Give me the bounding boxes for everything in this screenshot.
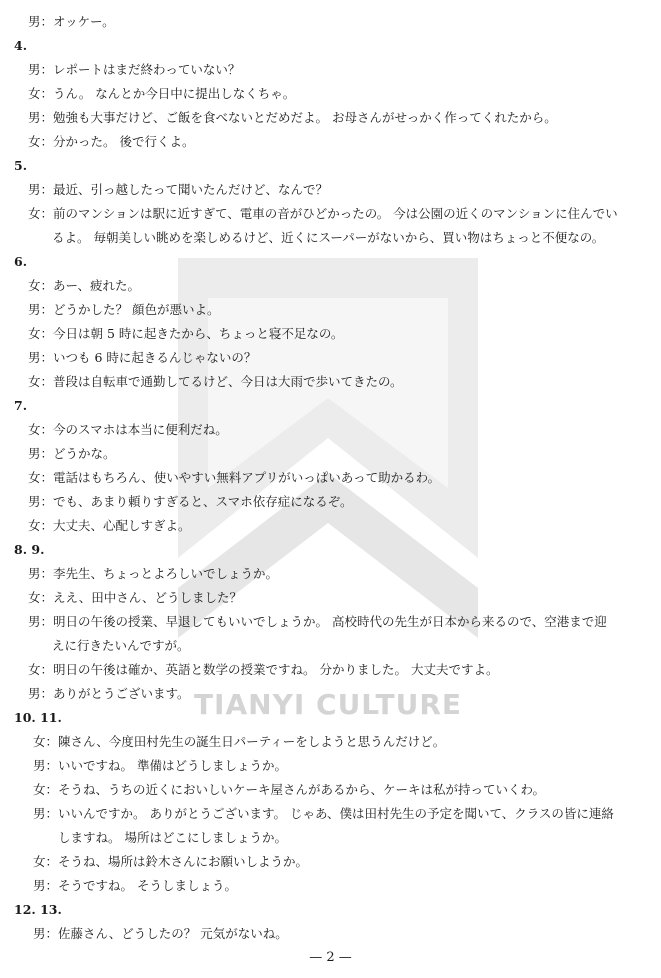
dialogue-line: 男：佐藤さん、どうしたの？ 元気がないね。	[33, 926, 288, 941]
section-number: 4.	[14, 38, 28, 53]
dialogue-line: 女：大丈夫、心配しすぎよ。	[28, 518, 191, 533]
dialogue-line: 女：今のスマホは本当に便利だね。	[28, 422, 228, 437]
dialogue-line: 男：でも、あまり頼りすぎると、スマホ依存症になるぞ。	[28, 494, 353, 509]
dialogue-line: 女：電話はもちろん、使いやすい無料アプリがいっぱいあって助かるわ。	[28, 470, 441, 485]
dialogue-line: 男：明日の午後の授業、早退してもいいでしょうか。 高校時代の先生が日本から来るので、空港まで迎	[28, 614, 607, 629]
section-number: 8. 9.	[14, 542, 45, 557]
dialogue-line: 女：陳さん、今度田村先生の誕生日パーティーをしようと思うんだけど。	[33, 734, 446, 749]
dialogue-line: 女：今日は朝 5 時に起きたから、ちょっと寝不足なの。	[28, 326, 344, 341]
dialogue-line: 女：そうね、うちの近くにおいしいケーキ屋さんがあるから、ケーキは私が持っていくわ。	[33, 782, 546, 797]
dialogue-line: 男：いいですね。 準備はどうしましょうか。	[33, 758, 287, 773]
dialogue-line: 男：いいんですか。 ありがとうございます。 じゃあ、僕は田村先生の予定を聞いて、クラスの皆に連絡	[33, 806, 614, 821]
dialogue-line: 男：ありがとうございます。	[28, 686, 190, 701]
dialogue-line: 男：どうかした？ 顔色が悪いよ。	[28, 302, 220, 317]
dialogue-continuation: えに行きたいんですが。	[52, 638, 190, 653]
dialogue-line: 男：レポートはまだ終わっていない？	[28, 62, 241, 77]
dialogue-continuation: しますね。 場所はどこにしましょうか。	[58, 830, 287, 845]
section-number: 7.	[14, 398, 28, 413]
section-number: 10. 11.	[14, 710, 62, 725]
section-number: 6.	[14, 254, 28, 269]
dialogue-line: 男：李先生、ちょっとよろしいでしょうか。	[28, 566, 279, 581]
dialogue-line: 女：分かった。 後で行くよ。	[28, 134, 195, 149]
dialogue-line: 女：前のマンションは駅に近すぎて、電車の音がひどかったの。 今は公園の近くのマンションに住んでい	[28, 206, 618, 221]
section-number: 12. 13.	[14, 902, 62, 917]
watermark-text: TIANYI CULTURE	[193, 688, 463, 721]
dialogue-line: 男：勉強も大事だけど、ご飯を食べないとだめだよ。 お母さんがせっかく作ってくれたから。	[28, 110, 557, 125]
dialogue-line: 女：普段は自転車で通勤してるけど、今日は大雨で歩いてきたの。	[28, 374, 403, 389]
dialogue-line: 女：あー、疲れた。	[28, 278, 141, 293]
dialogue-line: 男：オッケー。	[28, 14, 115, 29]
dialogue-line: 男：いつも 6 時に起きるんじゃないの？	[28, 350, 257, 365]
section-number: 5.	[14, 158, 28, 173]
dialogue-line: 男：どうかな。	[28, 446, 116, 461]
dialogue-line: 女：ええ、田中さん、どうしました？	[28, 590, 243, 605]
dialogue-line: 女：うん。 なんとか今日中に提出しなくちゃ。	[28, 86, 296, 101]
dialogue-line: 女：明日の午後は確か、英語と数学の授業ですね。 分かりました。 大丈夫ですよ。	[28, 662, 499, 677]
dialogue-line: 男：最近、引っ越したって聞いたんだけど、なんで？	[28, 182, 329, 197]
page-number: — 2 —	[309, 950, 352, 965]
dialogue-continuation: るよ。 毎朝美しい眺めを楽しめるけど、近くにスーパーがないから、買い物はちょっと不便なの。	[52, 230, 605, 245]
dialogue-line: 男：そうですね。 そうしましょう。	[33, 878, 237, 893]
dialogue-line: 女：そうね、場所は鈴木さんにお願いしようか。	[33, 854, 309, 869]
